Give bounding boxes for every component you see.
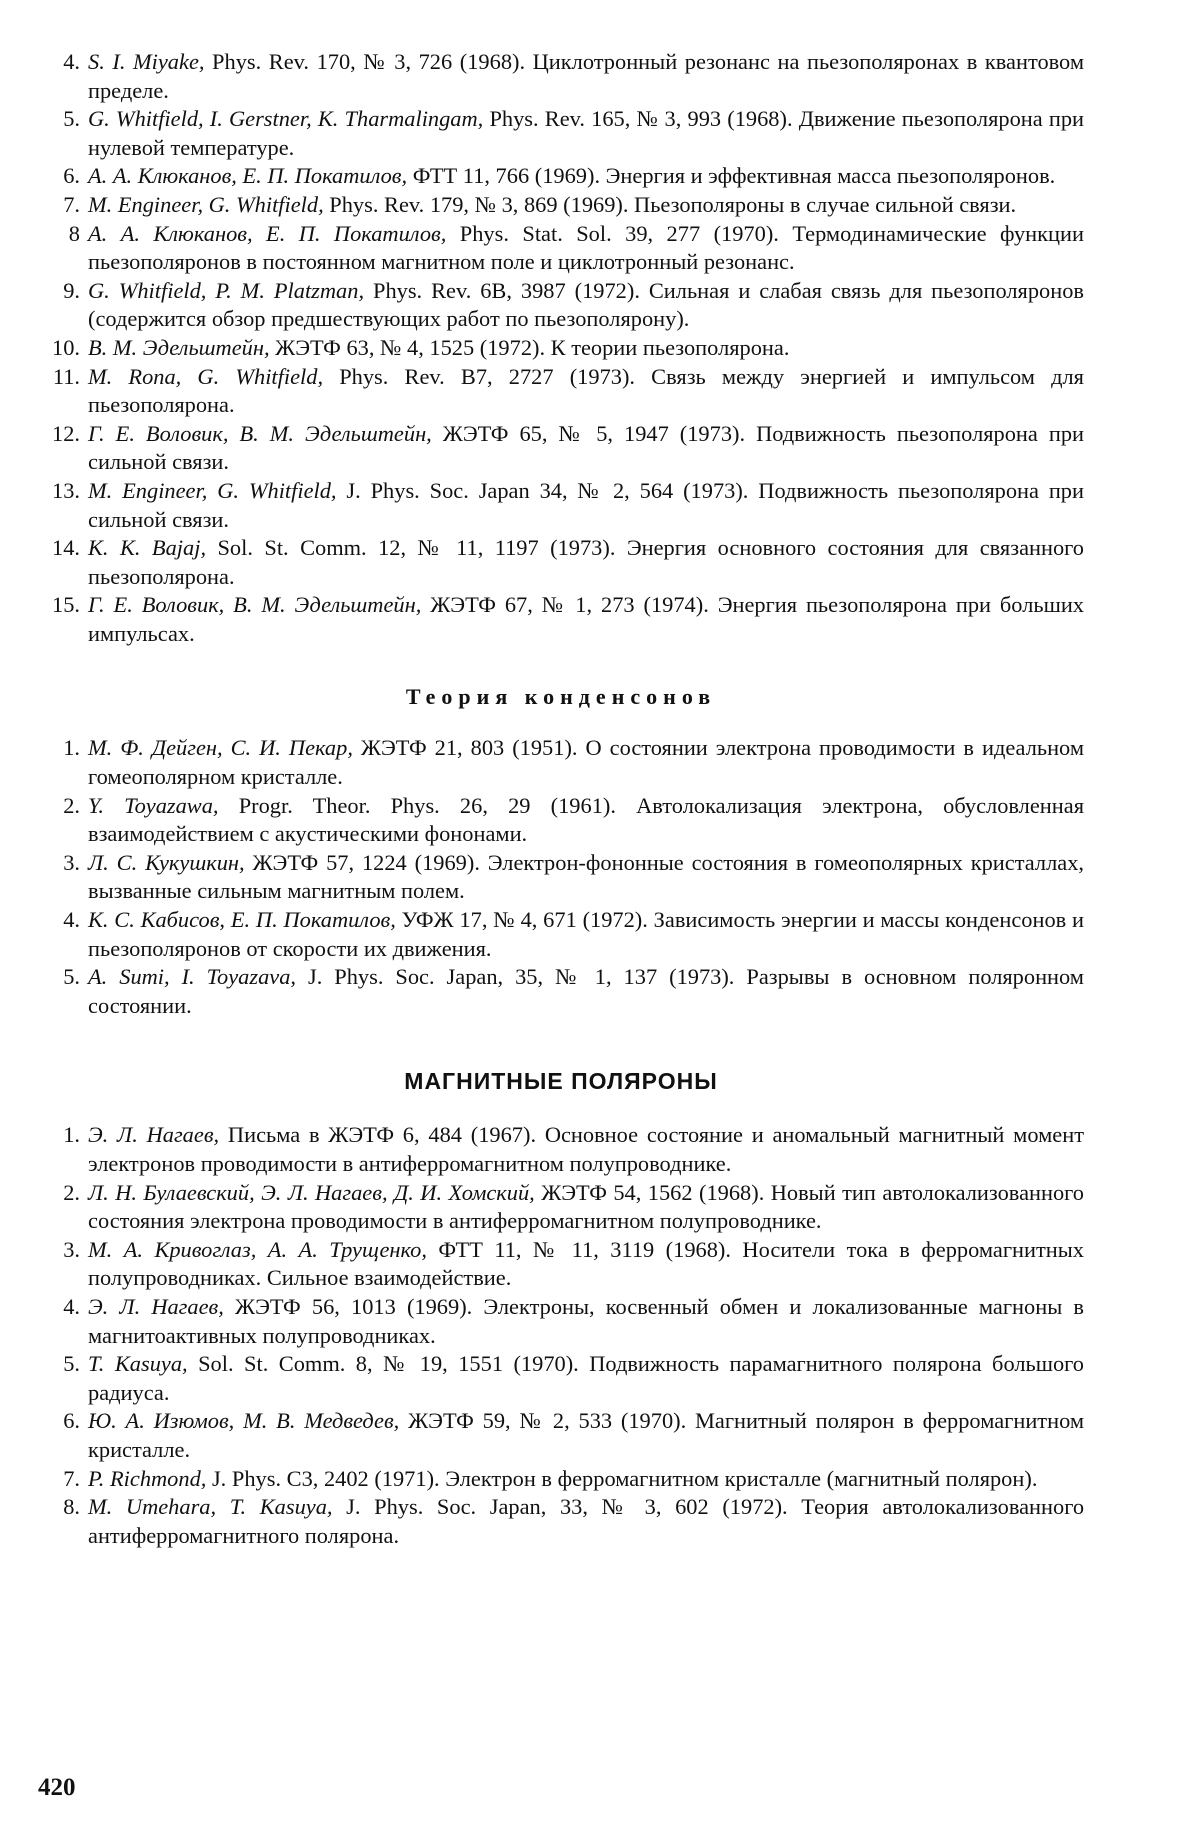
list-item: 1. Э. Л. Нагаев, Письма в ЖЭТФ 6, 484 (1967). Основное состояние и аномальный магнитный момент электронов проводимости в антиферромагнитном полупроводнике. bbox=[63, 1122, 1084, 1176]
list-item: 5. G. Whitfield, I. Gerstner, K. Tharmalingam, Phys. Rev. 165, № 3, 993 (1968). Движение пьезополярона при нулевой температуре. bbox=[63, 106, 1085, 160]
list-item: 2. Y. Toyazawa, Progr. Theor. Phys. 26, 29 (1961). Автолокализация электрона, обусловленная взаимодействием с акустическими фононами. bbox=[63, 792, 1084, 847]
reference-list-condensons bbox=[38, 734, 1084, 1020]
ref-authors: Y. Toyazawa, bbox=[88, 792, 219, 818]
ref-text: J. Phys. Soc. Japan 34, № 2, 564 (1973). Подвижность пьезополярона при сильной связи. bbox=[88, 477, 1084, 532]
list-item: 1. М. Ф. Дейген, С. И. Пекар, ЖЭТФ 21, 803 (1951). О состоянии электрона проводимости в идеальном гомеополярном кристалле. bbox=[63, 735, 1084, 790]
ref-authors: В. М. Эдельштейн, bbox=[88, 334, 270, 360]
page-number: 420 bbox=[38, 1774, 76, 1801]
ref-authors: K. K. Bajaj, bbox=[88, 535, 207, 561]
section-title-condensons: Теория конденсонов bbox=[405, 684, 717, 710]
ref-text: Sol. St. Comm. 12, № 11, 1197 (1973). Энергия основного состояния для связанного пьезополярона. bbox=[88, 535, 1084, 589]
list-item: 14. K. K. Bajaj, Sol. St. Comm. 12, № 11, 1197 (1973). Энергия основного состояния для связанного пьезополярона. bbox=[52, 535, 1084, 589]
ref-authors: К. С. Кабисов, Е. П. Покатилов, bbox=[88, 907, 396, 933]
list-item: 7. P. Richmond, J. Phys. C3, 2402 (1971). Электрон в ферромагнитном кристалле (магнитный полярон). bbox=[63, 1465, 1038, 1491]
list-item: 10. В. М. Эдельштейн, ЖЭТФ 63, № 4, 1525 (1972). К теории пьезополярона. bbox=[52, 334, 790, 360]
ref-text: УФЖ 17, № 4, 671 (1972). Зависимость энергии и массы конденсонов и пьезополяронов от скорости их движения. bbox=[88, 907, 1084, 961]
list-item: 9. G. Whitfield, P. M. Platzman, Phys. Rev. 6B, 3987 (1972). Сильная и слабая связь для пьезополяронов (содержится обзор предшествующих работ по пьезополярону). bbox=[63, 277, 1084, 332]
ref-authors: G. Whitfield, P. M. Platzman, bbox=[88, 277, 365, 303]
ref-text: Phys. Rev. 165, № 3, 993 (1968). Движение пьезополярона при нулевой температуре. bbox=[88, 106, 1085, 160]
list-item: 15. Г. Е. Воловик, В. М. Эдельштейн, ЖЭТФ 67, № 1, 273 (1974). Энергия пьезополярона при больших импульсах. bbox=[52, 592, 1084, 646]
ref-authors: Э. Л. Нагаев, bbox=[88, 1122, 220, 1148]
ref-text: ФТТ 11, 766 (1969). Энергия и эффективная масса пьезополяронов. bbox=[407, 163, 1056, 189]
list-item: 6. Ю. А. Изюмов, М. В. Медведев, ЖЭТФ 59, № 2, 533 (1970). Магнитный полярон в ферромагнитном кристалле. bbox=[63, 1408, 1085, 1462]
list-item: 3. Л. С. Кукушкин, ЖЭТФ 57, 1224 (1969). Электрон-фононные состояния в гомеополярных кристаллах, вызванные сильным магнитным полем. bbox=[63, 849, 1085, 904]
ref-text: Progr. Theor. Phys. 26, 29 (1961). Автолокализация электрона, обусловленная взаимодействием с акустическими фононами. bbox=[88, 792, 1084, 847]
list-item: 3. М. А. Кривоглаз, А. А. Трущенко, ФТТ 11, № 11, 3119 (1968). Носители тока в ферромагнитных полупроводниках. Сильное взаимодействие. bbox=[63, 1236, 1084, 1291]
list-item: 2. Л. Н. Булаевский, Э. Л. Нагаев, Д. И. Хомский, ЖЭТФ 54, 1562 (1968). Новый тип автолокализованного состояния электрона проводимости в антиферромагнитном полупроводнике. bbox=[63, 1179, 1084, 1234]
ref-authors: P. Richmond, bbox=[88, 1465, 207, 1491]
ref-text: J. Phys. Soc. Japan, 33, № 3, 602 (1972). Теория автолокализованного антиферромагнитного полярона. bbox=[88, 1494, 1085, 1548]
ref-text: ЖЭТФ 56, 1013 (1969). Электроны, косвенный обмен и локализованные магноны в магнитоактивных полупроводниках. bbox=[88, 1293, 1084, 1348]
list-item: 4. S. I. Miyake, Phys. Rev. 170, № 3, 726 (1968). Циклотронный резонанс на пьезополяронах в квантовом пределе. bbox=[63, 49, 1084, 103]
ref-authors: T. Kasuya, bbox=[88, 1351, 188, 1377]
ref-authors: А. А. Клюканов, Е. П. Покатилов, bbox=[88, 163, 408, 189]
ref-authors: Ю. А. Изюмов, М. В. Медведев, bbox=[88, 1408, 400, 1434]
page-content bbox=[38, 48, 1084, 1550]
list-item: 8. M. Umehara, T. Kasuya, J. Phys. Soc. Japan, 33, № 3, 602 (1972). Теория автолокализованного антиферромагнитного полярона. bbox=[63, 1494, 1085, 1548]
list-item: 5. T. Kasuya, Sol. St. Comm. 8, № 19, 1551 (1970). Подвижность парамагнитного полярона большого радиуса. bbox=[63, 1351, 1084, 1405]
ref-text: J. Phys. C3, 2402 (1971). Электрон в ферромагнитном кристалле (магнитный полярон). bbox=[206, 1465, 1038, 1491]
list-item: 6. А. А. Клюканов, Е. П. Покатилов, ФТТ 11, 766 (1969). Энергия и эффективная масса пьезополяронов. bbox=[63, 163, 1056, 189]
ref-authors: Г. Е. Воловик, В. М. Эдельштейн, bbox=[88, 592, 422, 618]
list-item: 5. A. Sumi, I. Toyazava, J. Phys. Soc. Japan, 35, № 1, 137 (1973). Разрывы в основном поляронном состоянии. bbox=[63, 964, 1084, 1018]
ref-text: Письма в ЖЭТФ 6, 484 (1967). Основное состояние и аномальный магнитный момент электронов проводимости в антиферромагнитном полупроводнике. bbox=[88, 1122, 1084, 1176]
ref-authors: A. Sumi, I. Toyazava, bbox=[88, 964, 296, 990]
reference-list-piezopolarons bbox=[38, 48, 1084, 648]
list-item: 13. M. Engineer, G. Whitfield, J. Phys. Soc. Japan 34, № 2, 564 (1973). Подвижность пьезополярона при сильной связи. bbox=[52, 477, 1084, 532]
ref-authors: М. А. Кривоглаз, А. А. Трущенко, bbox=[88, 1236, 427, 1262]
reference-list-magnetic-polarons bbox=[38, 1121, 1084, 1550]
ref-authors: Г. Е. Воловик, В. М. Эдельштейн, bbox=[88, 420, 432, 446]
ref-text: Phys. Stat. Sol. 39, 277 (1970). Термодинамические функции пьезополяронов в постоянном магнитном поле и циклотронный резонанс. bbox=[88, 220, 1084, 275]
ref-text: ЖЭТФ 59, № 2, 533 (1970). Магнитный полярон в ферромагнитном кристалле. bbox=[88, 1408, 1085, 1462]
ref-text: ФТТ 11, № 11, 3119 (1968). Носители тока в ферромагнитных полупроводниках. Сильное взаимодействие. bbox=[88, 1236, 1084, 1291]
ref-authors: А. А. Клюканов, Е. П. Покатилов, bbox=[88, 220, 447, 246]
ref-text: Phys. Rev. 170, № 3, 726 (1968). Циклотронный резонанс на пьезополяронах в квантовом пределе. bbox=[88, 49, 1084, 103]
list-item: 4. Э. Л. Нагаев, ЖЭТФ 56, 1013 (1969). Электроны, косвенный обмен и локализованные магноны в магнитоактивных полупроводниках. bbox=[63, 1293, 1084, 1348]
list-item: 12. Г. Е. Воловик, В. М. Эдельштейн, ЖЭТФ 65, № 5, 1947 (1973). Подвижность пьезополярона при сильной связи. bbox=[52, 420, 1084, 475]
list-item: 7. M. Engineer, G. Whitfield, Phys. Rev. 179, № 3, 869 (1969). Пьезополяроны в случае сильной связи. bbox=[63, 191, 1017, 217]
ref-authors: Л. Н. Булаевский, Э. Л. Нагаев, Д. И. Хомский, bbox=[88, 1179, 535, 1205]
ref-authors: M. Engineer, G. Whitfield, bbox=[88, 477, 337, 503]
ref-authors: M. Rona, G. Whitfield, bbox=[88, 363, 324, 389]
ref-authors: М. Ф. Дейген, С. И. Пекар, bbox=[88, 735, 353, 761]
ref-authors: Л. С. Кукушкин, bbox=[88, 849, 245, 875]
ref-text: ЖЭТФ 21, 803 (1951). О состоянии электрона проводимости в идеальном гомеополярном кристалле. bbox=[88, 735, 1084, 790]
ref-text: ЖЭТФ 67, № 1, 273 (1974). Энергия пьезополярона при больших импульсах. bbox=[88, 592, 1084, 646]
ref-authors: Э. Л. Нагаев, bbox=[88, 1293, 224, 1319]
ref-text: Phys. Rev. 179, № 3, 869 (1969). Пьезополяроны в случае сильной связи. bbox=[323, 191, 1017, 217]
ref-text: ЖЭТФ 63, № 4, 1525 (1972). К теории пьезополярона. bbox=[269, 334, 790, 360]
list-item: 4. К. С. Кабисов, Е. П. Покатилов, УФЖ 17, № 4, 671 (1972). Зависимость энергии и массы конденсонов и пьезополяронов от скорости их движения. bbox=[63, 907, 1084, 961]
ref-authors: G. Whitfield, I. Gerstner, K. Tharmalingam, bbox=[88, 106, 484, 132]
ref-text: Sol. St. Comm. 8, № 19, 1551 (1970). Подвижность парамагнитного полярона большого радиуса. bbox=[88, 1351, 1084, 1405]
list-item: 11. M. Rona, G. Whitfield, Phys. Rev. B7, 2727 (1973). Связь между энергией и импульсом для пьезополярона. bbox=[52, 363, 1084, 418]
list-item: 8 А. А. Клюканов, Е. П. Покатилов, Phys. Stat. Sol. 39, 277 (1970). Термодинамические функции пьезополяронов в постоянном магнитном поле и циклотронный резонанс. bbox=[68, 220, 1084, 275]
ref-text: J. Phys. Soc. Japan, 35, № 1, 137 (1973). Разрывы в основном поляронном состоянии. bbox=[88, 964, 1084, 1018]
ref-authors: M. Umehara, T. Kasuya, bbox=[88, 1494, 333, 1520]
ref-text: Phys. Rev. 6B, 3987 (1972). Сильная и слабая связь для пьезополяронов (содержится обзор предшествующих работ по пьезополярону). bbox=[88, 277, 1084, 332]
section-title-magnetic-polarons: МАГНИТНЫЕ ПОЛЯРОНЫ bbox=[404, 1068, 718, 1095]
ref-authors: M. Engineer, G. Whitfield, bbox=[88, 191, 324, 217]
ref-text: ЖЭТФ 57, 1224 (1969). Электрон-фононные состояния в гомеополярных кристаллах, вызванные сильным магнитным полем. bbox=[88, 849, 1085, 904]
ref-text: ЖЭТФ 54, 1562 (1968). Новый тип автолокализованного состояния электрона проводимости в антиферромагнитном полупроводнике. bbox=[88, 1179, 1084, 1234]
ref-text: ЖЭТФ 65, № 5, 1947 (1973). Подвижность пьезополярона при сильной связи. bbox=[88, 420, 1084, 475]
ref-authors: S. I. Miyake, bbox=[88, 49, 205, 74]
ref-text: Phys. Rev. B7, 2727 (1973). Связь между энергией и импульсом для пьезополярона. bbox=[88, 363, 1084, 418]
